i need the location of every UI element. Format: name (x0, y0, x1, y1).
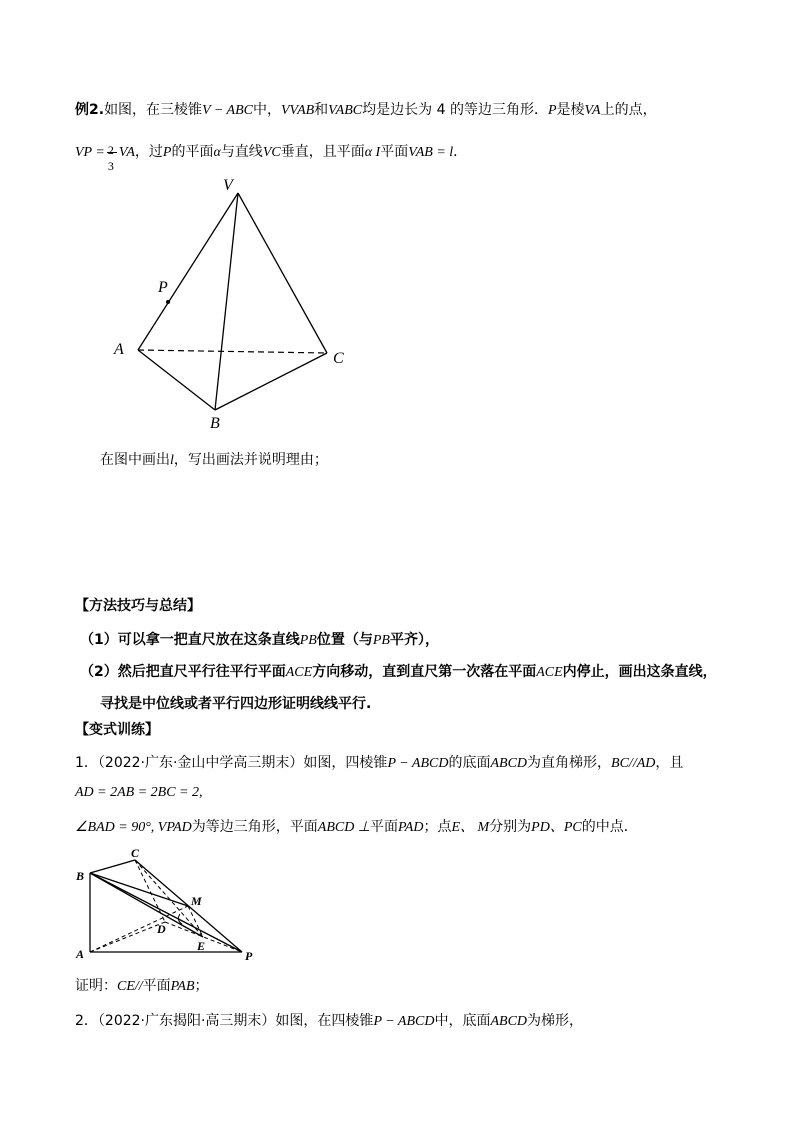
math: ABCD (490, 1014, 528, 1029)
text: 平齐）， (389, 632, 439, 648)
math: PAD (398, 820, 424, 835)
math: PB (372, 633, 390, 648)
edge-ae2-hidden (90, 906, 188, 952)
text: 平面 (380, 144, 409, 160)
math: PD、PC (531, 820, 582, 835)
point-p (166, 300, 170, 304)
edge-va (138, 193, 238, 350)
method-heading: 【方法技巧与总结】 (75, 598, 201, 614)
math: BC//AD (611, 756, 656, 771)
text: 平面 (370, 819, 399, 835)
math: VC (262, 145, 281, 160)
text: 中， (253, 102, 281, 118)
math: V − ABC (202, 103, 253, 118)
math: ABCD ⊥ (317, 820, 371, 835)
text: 和 (314, 102, 329, 118)
method-item-2 (80, 662, 717, 683)
training-heading: 【变式训练】 (75, 722, 159, 738)
math: VA (584, 103, 601, 118)
label-c2: C (131, 846, 140, 860)
text: 与直线 (220, 144, 263, 160)
text: 是棱 (556, 102, 585, 118)
math: l (170, 453, 174, 468)
math: ACE (285, 665, 313, 680)
label-b2: B (76, 869, 85, 883)
label-a2: A (76, 947, 85, 961)
text: 方向移动，直到直尺第一次落在平面 (312, 664, 537, 680)
label-m2: M (191, 894, 202, 908)
edge-cd2-hidden (135, 860, 165, 922)
problem-1-line-2: AD = 2AB = 2BC = 2, (75, 785, 203, 800)
edge-ad2-hidden (90, 922, 165, 952)
math: PAB (170, 979, 195, 994)
text: 位置（与 (316, 632, 373, 648)
edge-bc2 (90, 860, 135, 873)
example-label: 例2. (75, 102, 105, 118)
text: （2）然后把直尺平行往平行平面 (80, 664, 286, 680)
edge-vb (215, 193, 238, 410)
text: 分别为 (489, 819, 532, 835)
label-a: A (114, 341, 124, 358)
edge-ab (138, 350, 215, 410)
text: 内停止，画出这条直线， (562, 664, 717, 680)
label-p: P (158, 279, 168, 296)
text: 垂直，且平面 (280, 144, 365, 160)
text: （1）可以拿一把直尺放在这条直线 (80, 632, 300, 648)
math: P − ABCD (387, 756, 449, 771)
label-p2: P (245, 949, 253, 963)
label-b: B (210, 415, 220, 432)
text: 为等边三角形，平面 (191, 819, 318, 835)
text: 证明： (75, 978, 117, 994)
text: 2．（2022·广东揭阳·高三期末）如图，在四棱锥 (75, 1013, 374, 1029)
text: 为梯形， (527, 1013, 584, 1029)
denominator: 3 (107, 159, 114, 173)
method-item-1 (80, 630, 439, 651)
label-e2: E (197, 939, 206, 953)
problem-2-line-1 (75, 1011, 583, 1032)
text: ，写出画法并说明理由； (173, 452, 328, 468)
math: α I (364, 145, 381, 160)
math: E、 M (451, 820, 490, 835)
label-d2: D (157, 922, 166, 936)
text: ；点 (423, 819, 452, 835)
math: α (213, 145, 221, 160)
edge-bc (215, 353, 327, 410)
math: ACE (536, 665, 563, 680)
text: 的底面 (448, 755, 491, 771)
text: ． (453, 144, 468, 160)
edge-bp2 (90, 873, 242, 952)
text: 如图，在三棱锥 (104, 102, 203, 118)
question-text (100, 450, 328, 471)
math: ABCD (490, 756, 528, 771)
numerator: 2 (107, 143, 114, 157)
text: ，且 (655, 755, 684, 771)
edge-vc (238, 193, 327, 353)
text: 为直角梯形， (527, 755, 612, 771)
text: 中，底面 (434, 1013, 491, 1029)
label-c: C (333, 350, 344, 367)
text: 在图中画出 (100, 452, 170, 468)
right-angle-mark (178, 914, 182, 924)
edge-ac-hidden (138, 350, 327, 353)
math: P − ABCD (373, 1014, 435, 1029)
math: P (547, 103, 557, 118)
math: VA (118, 145, 135, 160)
math: PB (299, 633, 317, 648)
math: CE// (117, 979, 143, 994)
problem-1-proof (75, 976, 209, 997)
text: 平面 (142, 978, 171, 994)
method-item-3: 寻找是中位线或者平行四边形证明线线平行. (100, 696, 372, 712)
text: ； (194, 978, 209, 994)
math: VABC (328, 103, 363, 118)
problem-1-line-1 (75, 753, 683, 774)
text: 的平面 (171, 144, 214, 160)
math: VP = (75, 145, 105, 160)
math: VAB = l (408, 145, 454, 160)
text: 的中点． (581, 819, 638, 835)
text: ，过 (134, 144, 163, 160)
text: 上的点， (600, 102, 657, 118)
math: ∠BAD = 90°, VPAD (75, 820, 192, 835)
text: 1．（2022·广东·金山中学高三期末）如图，四棱锥 (75, 755, 388, 771)
text: 均是边长为 4 的等边三角形． (362, 102, 548, 118)
label-v: V (223, 177, 233, 194)
math: P (162, 145, 172, 160)
problem-1-line-3 (75, 817, 638, 838)
math: VVAB (281, 103, 315, 118)
